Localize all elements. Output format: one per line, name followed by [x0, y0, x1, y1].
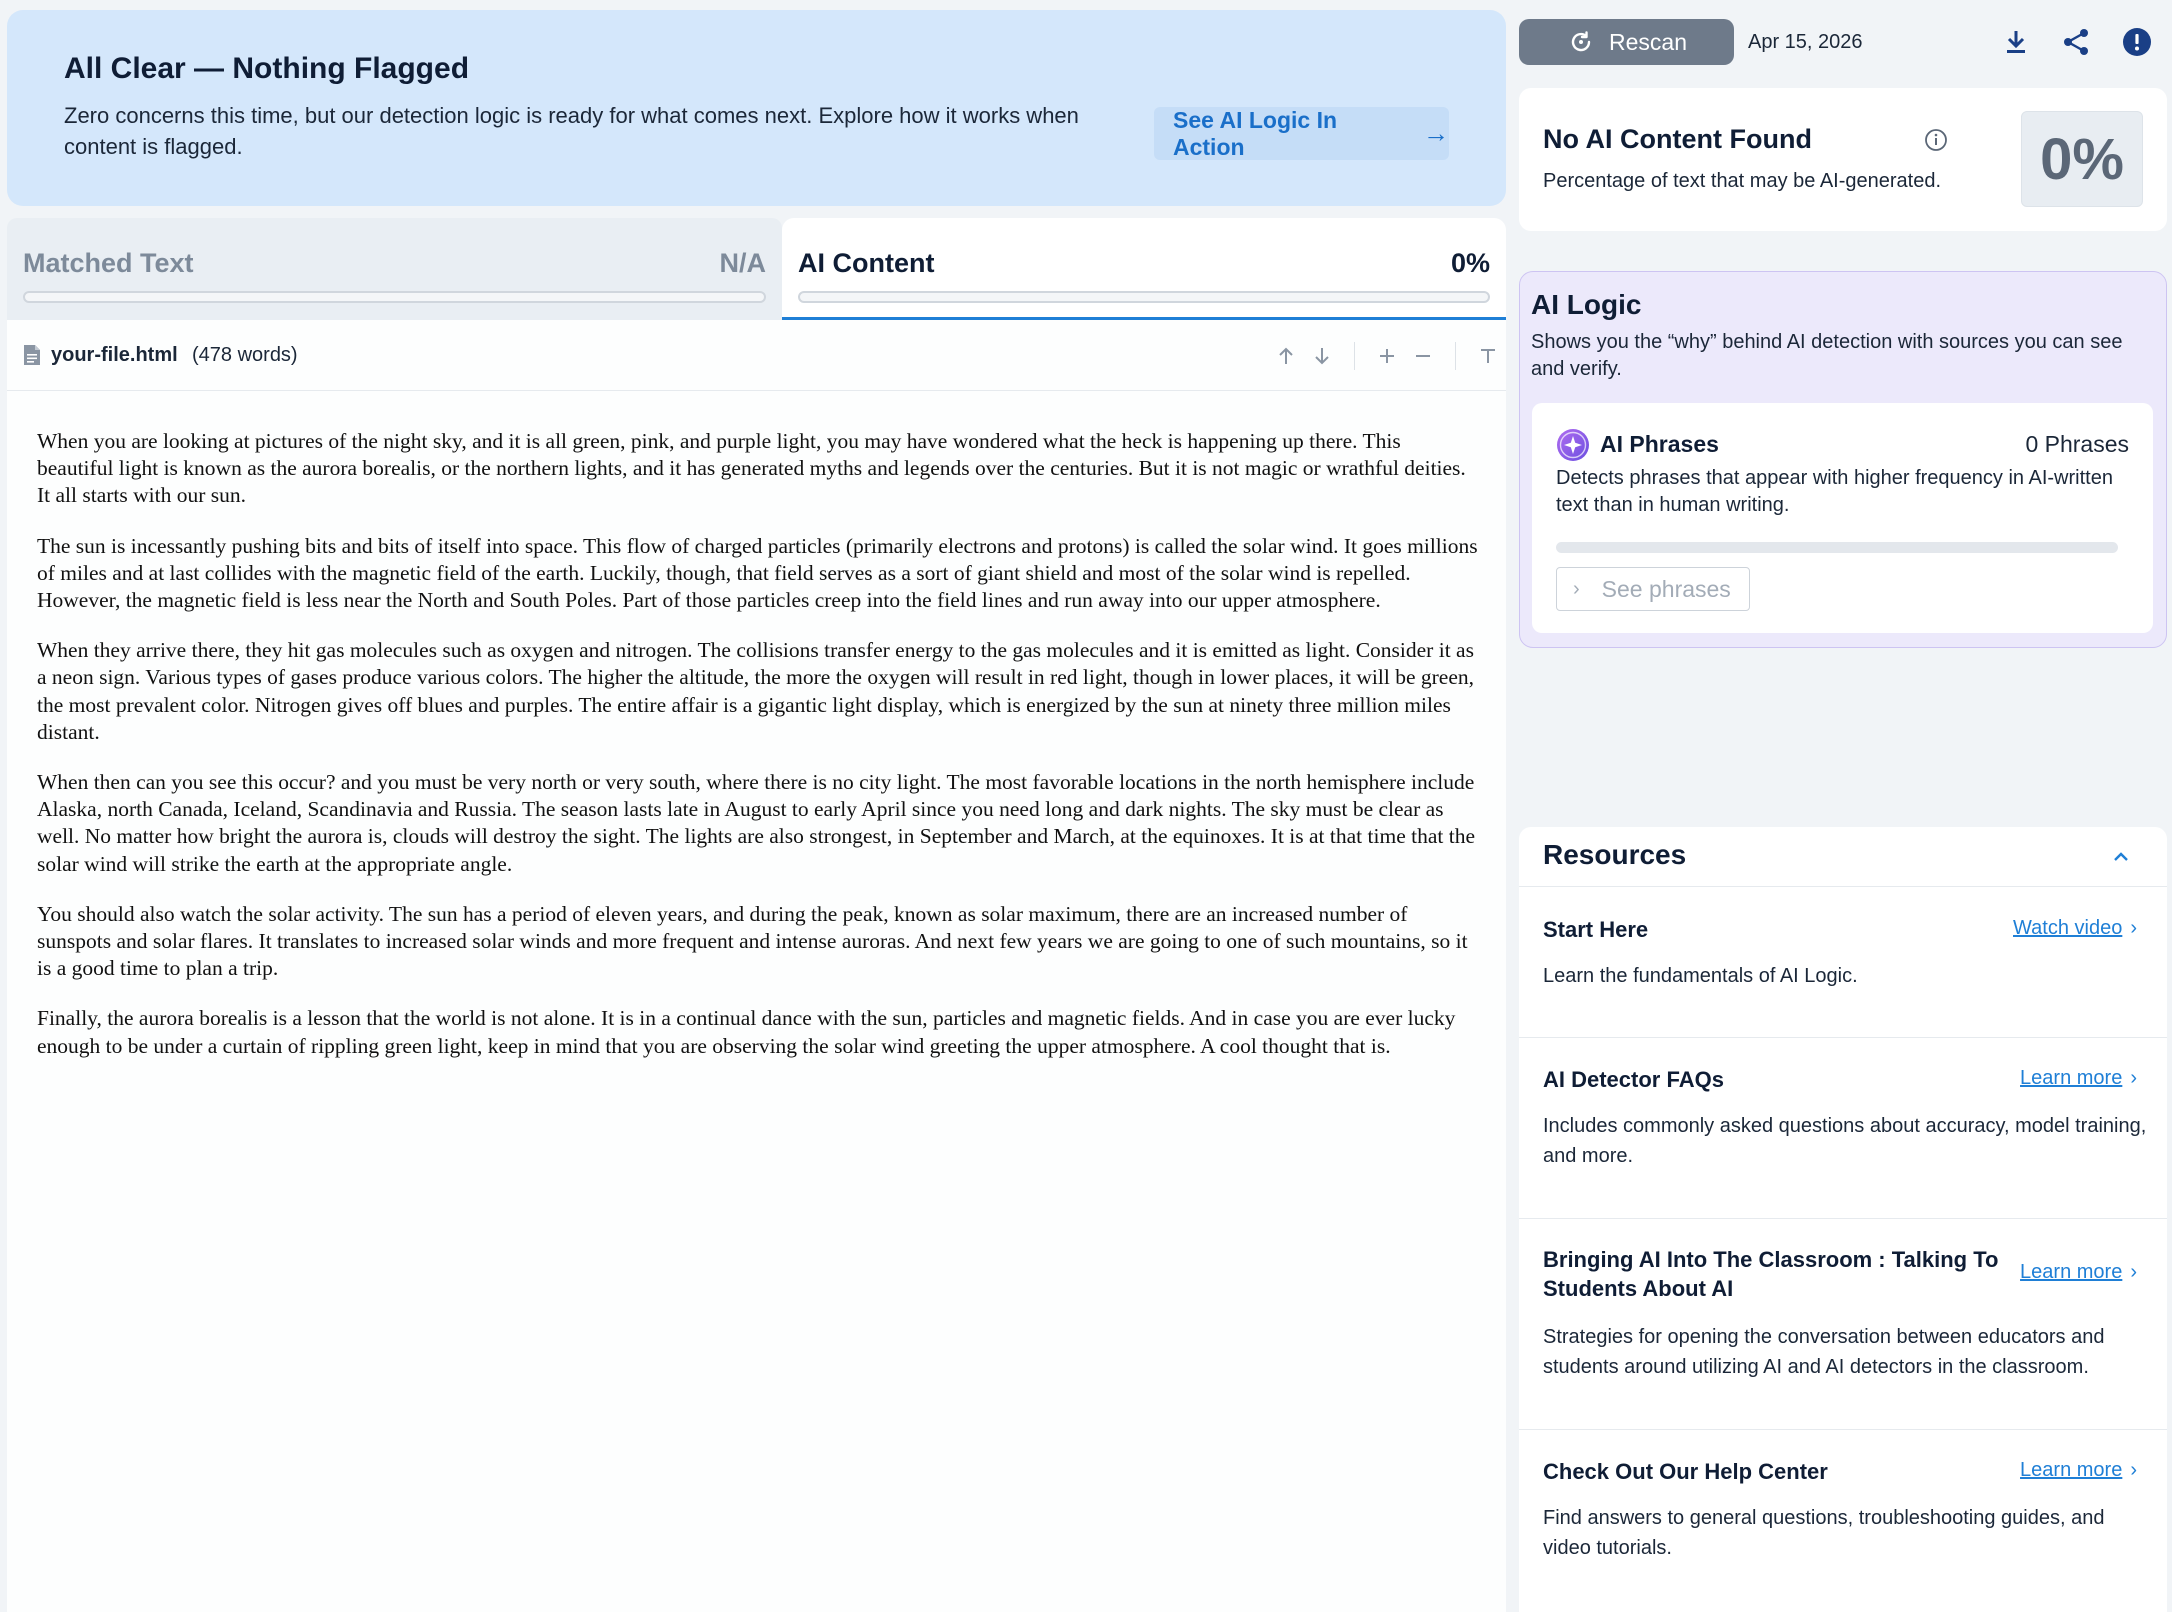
rescan-button[interactable] — [1519, 19, 1734, 65]
banner-text: Zero concerns this time, but our detection logic is ready for what comes next. Explore how it works when content is flagged. — [64, 103, 1079, 159]
scan-date: Apr 15, 2026 — [1748, 31, 1863, 53]
status-banner — [7, 10, 1506, 206]
ai-phrases-description: Detects phrases that appear with higher frequency in AI-written text than in human writing. — [1556, 467, 2113, 516]
toolbar-divider — [1354, 342, 1355, 370]
arrow-up-icon[interactable] — [1268, 338, 1304, 374]
refresh-icon — [1569, 30, 1593, 54]
tab-matched-text[interactable] — [7, 218, 782, 320]
score-title: No AI Content Found — [1543, 124, 1812, 154]
zoom-out-icon[interactable] — [1405, 338, 1441, 374]
ai-score-card — [1519, 88, 2167, 231]
resource-item-start-here — [1519, 888, 2167, 1038]
learn-more-link[interactable] — [2020, 1067, 2137, 1090]
text-format-icon[interactable] — [1470, 338, 1506, 374]
document-text — [37, 428, 1482, 1083]
word-count: (478 words) — [192, 344, 298, 366]
ai-phrases-card — [1532, 403, 2153, 633]
result-tabs — [7, 218, 1506, 320]
document-paragraph: The sun is incessantly pushing bits and bits of itself into space. This flow of charged particles (primarily electrons and protons) is called the solar wind. It goes millions of miles and at last collides with the magnetic field of the earth. Luckily, though, that field serves as a sort of giant shield and most of the solar wind is repelled. However, the magnetic field is less near the North and South Poles. Part of those particles creep into the field lines and run away into our upper atmosphere. — [37, 533, 1478, 613]
document-header — [7, 320, 1506, 391]
ai-logic-title: AI Logic — [1531, 289, 1642, 320]
resource-item-help-center — [1519, 1430, 2167, 1612]
info-icon[interactable] — [1924, 128, 1948, 152]
resource-item-faqs — [1519, 1038, 2167, 1219]
share-icon[interactable] — [2061, 27, 2091, 57]
arrow-down-icon[interactable] — [1304, 338, 1340, 374]
resources-title: Resources — [1543, 839, 1687, 870]
resource-title: Bringing AI Into The Classroom : Talking To Students About AI — [1543, 1247, 1999, 1301]
ai-phrases-count: 0 Phrases — [2025, 431, 2129, 457]
see-phrases-label: See phrases — [1601, 575, 1731, 602]
chevron-up-icon[interactable] — [2113, 843, 2129, 869]
resource-link-label: Learn more — [2020, 1067, 2123, 1089]
document-paragraph: When then can you see this occur? and you must be very north or very south, where there is no city light. The most favorable locations in the north hemisphere include Alaska, north Canada, Iceland, Scandinavia and Russia. The season lasts late in August to early April since you need long and dark nights. The sky must be clear as well. No matter how bright the aurora is, clouds will destroy the sight. The lights are also strongest, in September and March, at the equinoxes. It is at that time that the solar wind will strike the earth at the appropriate angle. — [37, 770, 1475, 876]
resource-description: Find answers to general questions, troubleshooting guides, and video tutorials. — [1543, 1507, 2105, 1559]
tab-progress-bar — [23, 291, 766, 303]
document-paragraph: When they arrive there, they hit gas molecules such as oxygen and nitrogen. The collisions transfer energy to the gas molecules and it is emitted as light. Consider it as a neon sign. Various types of gases produce various colors. The higher the altitude, the more the oxygen will result in red light, though in lower places, it will be green, the most prevalent color. Nitrogen gives off blues and purples. The entire affair is a gigantic light display, which is energized by the sun at ninety three million miles distant. — [37, 638, 1474, 744]
tab-ai-content[interactable] — [782, 218, 1506, 320]
score-subtitle: Percentage of text that may be AI-generated. — [1543, 170, 1942, 192]
document-paragraph: When you are looking at pictures of the night sky, and it is all green, pink, and purple light, you may have wondered what the heck is happening up there. This beautiful light is known as the aurora borealis, or the northern lights, and it has generated myths and legends over the centuries. But it is not magic or wrathful deities. It all starts with our sun. — [37, 429, 1466, 508]
see-ai-logic-label: See AI Logic In Action — [1173, 106, 1338, 160]
document-paragraph: You should also watch the solar activity. The sun has a period of eleven years, and during the peak, known as solar maximum, there are an increased number of sunspots and solar flares. It translates to increased solar winds and more frequent and intense auroras. And next few years we are going to one of such mountains, so it is a good time to plan a trip. — [37, 901, 1468, 981]
banner-title: All Clear — Nothing Flagged — [64, 52, 470, 85]
resource-description: Strategies for opening the conversation between educators and students around utilizing AI and AI detectors in the classroom. — [1543, 1326, 2105, 1378]
file-name: your-file.html — [51, 344, 178, 366]
resource-title: Start Here — [1543, 917, 1649, 942]
see-phrases-button[interactable] — [1556, 567, 1750, 611]
watch-video-link[interactable] — [2013, 917, 2137, 940]
learn-more-link[interactable] — [2020, 1459, 2137, 1482]
chevron-right-icon: › — [2130, 1067, 2137, 1089]
document-viewer — [7, 320, 1506, 1612]
ai-phrases-bar — [1556, 542, 2118, 553]
resource-link-label: Learn more — [2020, 1261, 2123, 1283]
resources-header[interactable] — [1519, 827, 2167, 887]
resource-link-label: Watch video — [2013, 917, 2123, 939]
ai-logic-panel — [1519, 271, 2167, 648]
download-icon[interactable] — [2001, 27, 2031, 57]
main-panel — [7, 10, 1506, 1612]
chevron-right-icon: › — [2130, 1459, 2137, 1481]
see-ai-logic-button[interactable] — [1154, 107, 1449, 160]
resource-title: Check Out Our Help Center — [1543, 1459, 1828, 1484]
resource-description: Includes commonly asked questions about accuracy, model training, and more. — [1543, 1115, 2147, 1167]
alert-icon[interactable] — [2122, 27, 2152, 57]
tab-progress-bar — [798, 291, 1490, 303]
tab-value: 0% — [1450, 248, 1490, 278]
learn-more-link[interactable] — [2020, 1261, 2137, 1284]
side-panel — [1519, 0, 2172, 1612]
chevron-right-icon: › — [1573, 577, 1580, 600]
document-toolbar — [1268, 334, 1506, 378]
ai-score-value: 0% — [2021, 111, 2143, 207]
tab-label: Matched Text — [23, 248, 194, 278]
resource-link-label: Learn more — [2020, 1459, 2123, 1481]
tab-value: N/A — [719, 248, 766, 278]
document-paragraph: Finally, the aurora borealis is a lesson that the world is not alone. It is in a continual dance with the sun, particles and magnetic fields. And in case you are ever lucky enough to be under a curtain of rippling green light, keep in mind that you are observing the solar wind greeting the upper atmosphere. A cool thought that is. — [37, 1006, 1456, 1058]
top-toolbar — [1519, 19, 2172, 65]
ai-logic-subtitle: Shows you the “why” behind AI detection with sources you can see and verify. — [1531, 331, 2123, 380]
chevron-right-icon: › — [2130, 917, 2137, 939]
zoom-in-icon[interactable] — [1369, 338, 1405, 374]
resource-item-classroom — [1519, 1219, 2167, 1430]
toolbar-divider — [1455, 342, 1456, 370]
sparkle-icon — [1556, 428, 1590, 462]
resources-panel — [1519, 827, 2167, 1612]
file-icon — [23, 344, 41, 366]
resource-description: Learn the fundamentals of AI Logic. — [1543, 965, 1858, 987]
ai-phrases-title: AI Phrases — [1600, 431, 1719, 457]
rescan-label: Rescan — [1609, 28, 1687, 55]
tab-label: AI Content — [798, 248, 935, 278]
arrow-right-icon: → — [1423, 118, 1449, 148]
chevron-right-icon: › — [2130, 1261, 2137, 1283]
resource-title: AI Detector FAQs — [1543, 1067, 1724, 1092]
